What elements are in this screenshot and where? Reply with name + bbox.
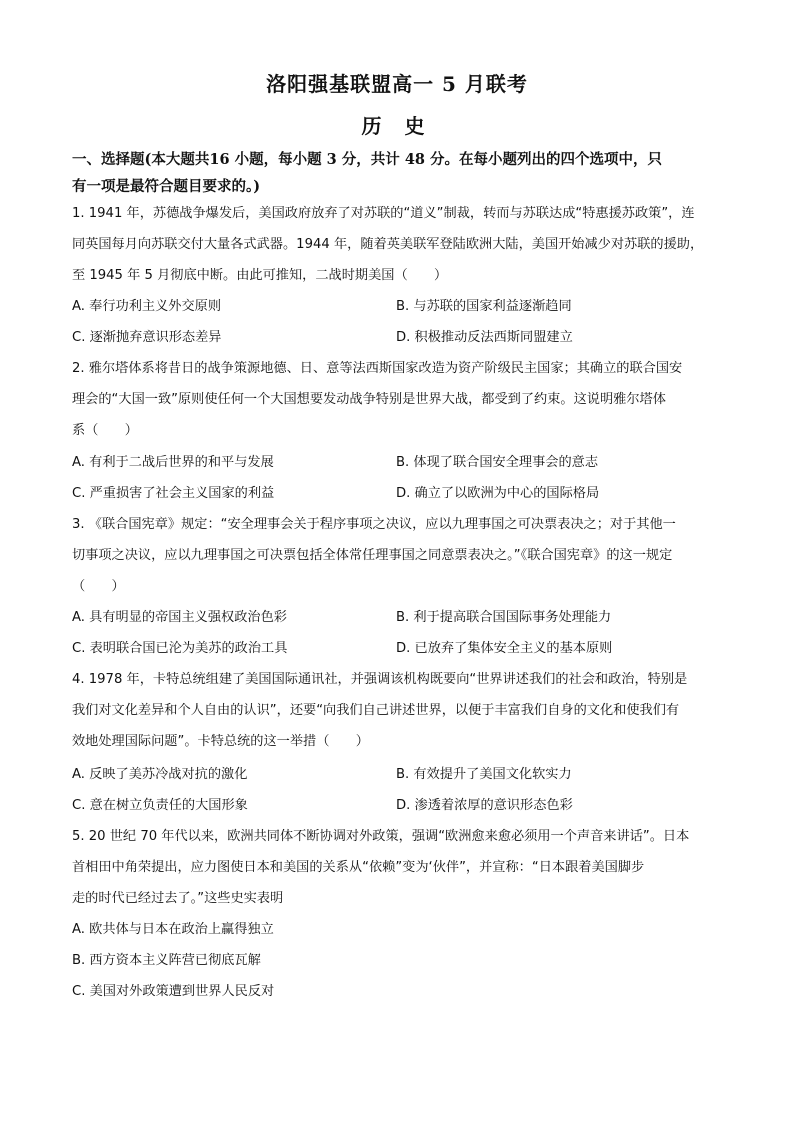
question-5-option-c: C. 美国对外政策遭到世界人民反对 xyxy=(72,984,275,999)
question-1-option-c: C. 逐渐抛弃意识形态差异 xyxy=(72,330,222,345)
question-3-option-a: A. 具有明显的帝国主义强权政治色彩 xyxy=(72,610,287,625)
subject-title: 历 史 xyxy=(361,114,433,138)
question-5-line: 5. 20 世纪 70 年代以来，欧洲共同体不断协调对外政策，强调“欧洲愈来愈必须用一个声音来讲话”。日本 xyxy=(72,829,690,844)
question-5-line: 走的时代已经过去了。”这些史实表明 xyxy=(72,891,284,906)
question-2-line: 理会的“大国一致”原则使任何一个大国想要发动战争特别是世界大战，都受到了约束。这说明雅尔塔体 xyxy=(72,392,666,407)
question-4-option-d: D. 渗透着浓厚的意识形态色彩 xyxy=(396,798,573,813)
question-4-line: 4. 1978 年，卡特总统组建了美国国际通讯社，并强调该机构既要向“世界讲述我们的社会和政治，特别是 xyxy=(72,672,688,687)
question-3-line: （ ） xyxy=(72,579,125,594)
question-3-line: 切事项之决议，应以九理事国之可决票包括全体常任理事国之同意票表决之。”《联合国宪章》的这一规定 xyxy=(72,548,673,563)
question-5-line: 首相田中角荣提出，应力图使日本和美国的关系从“依赖”变为‘伙伴”，并宣称：“日本跟着美国脚步 xyxy=(72,860,645,875)
question-3-option-d: D. 已放弃了集体安全主义的基本原则 xyxy=(396,641,613,656)
section-heading-line: 一、选择题(本大题共16 小题，每小题 3 分，共计 48 分。在每小题列出的四个选项中，只 xyxy=(72,151,663,168)
question-2-line: 系（ ） xyxy=(72,423,138,438)
question-5-option-b: B. 西方资本主义阵营已彻底瓦解 xyxy=(72,953,261,968)
question-2-line: 2. 雅尔塔体系将昔日的战争策源地德、日、意等法西斯国家改造为资产阶级民主国家；其确立的联合国安 xyxy=(72,361,683,376)
question-3-line: 3. 《联合国宪章》规定：“安全理事会关于程序事项之决议，应以九理事国之可决票表决之；对于其他一 xyxy=(72,517,676,532)
question-1-line: 1. 1941 年，苏德战争爆发后，美国政府放弃了对苏联的“道义”制裁，转而与苏联达成“特惠援苏政策”，连 xyxy=(72,206,695,221)
question-3-option-c: C. 表明联合国已沦为美苏的政治工具 xyxy=(72,641,288,656)
question-3-option-b: B. 利于提高联合国国际事务处理能力 xyxy=(396,610,612,625)
question-4-line: 效地处理国际问题”。卡特总统的这一举措（ ） xyxy=(72,734,369,749)
question-1-line: 同英国每月向苏联交付大量各式武器。1944 年，随着英美联军登陆欧洲大陆，美国开始减少对苏联的援助， xyxy=(72,237,704,252)
question-4-option-c: C. 意在树立负责任的大国形象 xyxy=(72,798,248,813)
question-5-option-a: A. 欧共体与日本在政治上赢得独立 xyxy=(72,922,274,937)
question-2-option-b: B. 体现了联合国安全理事会的意志 xyxy=(396,455,599,470)
section-heading xyxy=(72,146,732,200)
question-4-line: 我们对文化差异和个人自由的认识”，还要“向我们自己讲述世界，以便于丰富我们自身的文化和使我们有 xyxy=(72,703,680,718)
question-1-line: 至 1945 年 5 月彻底中断。由此可推知，二战时期美国（ ） xyxy=(72,268,448,283)
exam-title: 洛阳强基联盟高一 5 月联考 xyxy=(266,72,528,96)
question-2-option-a: A. 有利于二战后世界的和平与发展 xyxy=(72,455,274,470)
question-1-option-d: D. 积极推动反法西斯同盟建立 xyxy=(396,330,573,345)
question-4-option-b: B. 有效提升了美国文化软实力 xyxy=(396,767,572,782)
question-1-option-a: A. 奉行功利主义外交原则 xyxy=(72,299,222,314)
question-4-option-a: A. 反映了美苏冷战对抗的激化 xyxy=(72,767,248,782)
question-2-option-d: D. 确立了以欧洲为中心的国际格局 xyxy=(396,486,600,501)
section-heading-line: 有一项是最符合题目要求的。) xyxy=(72,178,261,195)
question-1-option-b: B. 与苏联的国家利益逐渐趋同 xyxy=(396,299,572,314)
question-2-option-c: C. 严重损害了社会主义国家的利益 xyxy=(72,486,275,501)
